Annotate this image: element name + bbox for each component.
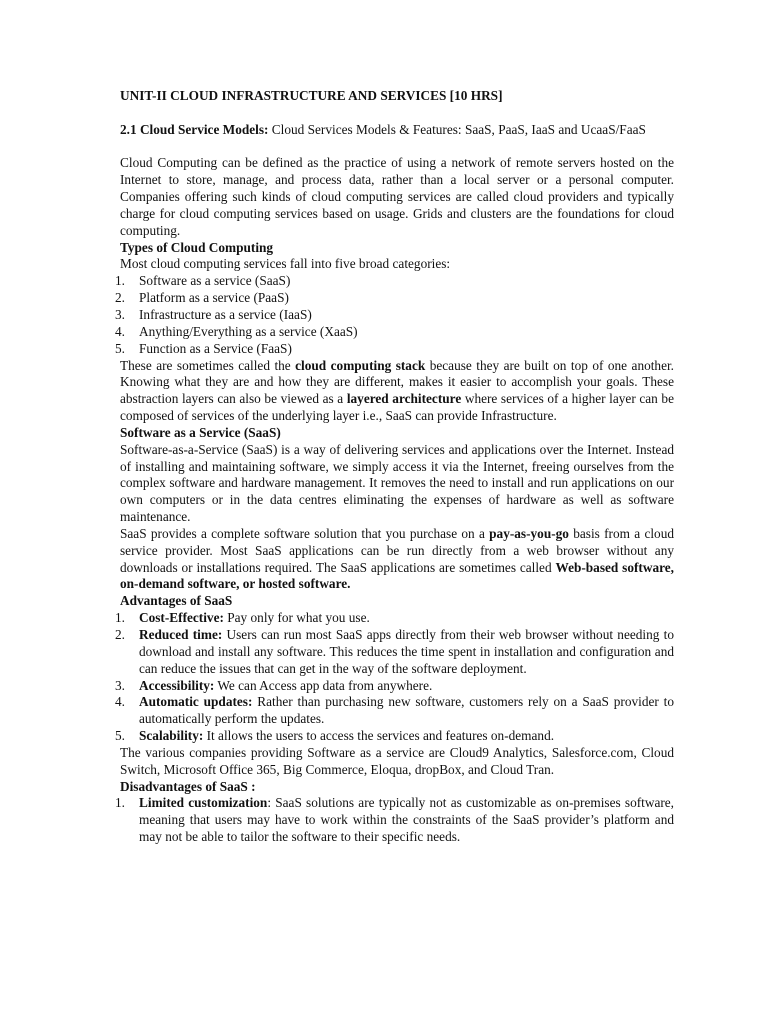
list-number: 1. [115,273,125,289]
list-item-label: Scalability: [139,728,204,744]
list-item-label: Cost-Effective: [139,610,224,626]
saas-heading: Software as a Service (SaaS) [120,424,281,440]
section-2-1-text: Cloud Services Models & Features: SaaS, PaaS, IaaS and UcaaS/FaaS [271,121,646,137]
list-item [115,306,674,324]
list-number: 3. [115,677,125,693]
list-item-text: It allows the users to access the services and features on-demand. [203,728,555,744]
list-number: 2. [115,290,125,306]
list-item [115,694,674,728]
types-list [115,273,674,357]
stack-paragraph [120,358,674,425]
advantages-list [115,610,674,745]
list-item-text: Software as a service (SaaS) [139,273,291,289]
list-item-text: Anything/Everything as a service (XaaS) [139,323,358,339]
types-lead: Most cloud computing services fall into five broad categories: [120,256,451,272]
list-number: 5. [115,728,125,744]
saas-paragraph-1: Software-as-a-Service (SaaS) is a way of delivering services and applications over the Internet. Instead of installing and maintaining software, we simply access it via the Internet, freeing ourselves from the complex software and hardware management. It removes the need to install and run applications on our own computers or in the data centres eliminating the expenses of hardware as well as software maintenance. [120,441,674,525]
list-number: 2. [115,627,125,642]
layered-architecture-term: layered architecture [346,391,462,407]
list-item-label: Accessibility: [139,677,215,693]
list-item-text: Pay only for what you use. [223,610,370,626]
list-item [115,290,674,307]
list-item-text: Function as a Service (FaaS) [139,340,292,356]
list-item [115,340,674,358]
list-item-text: : SaaS solutions are typically not as customizable as on-premises software, meaning that users may have to work within the constraints of the SaaS provider’s platform and may not be able to tailor the software to their specific needs. [139,795,674,845]
cloud-computing-stack-term: cloud computing stack [295,357,426,373]
list-number: 1. [115,795,125,811]
list-item [115,273,674,290]
list-item [115,627,674,678]
list-item [115,795,674,846]
list-item-label: Automatic updates: [139,694,253,710]
types-heading: Types of Cloud Computing [120,239,274,255]
list-item [115,728,674,745]
saas-text-2: basis from a cloud service provider. Most SaaS applications can be run directly from a web browser without any downloads or installations required. The SaaS applications are sometimes called [120,525,674,575]
saas-text-1: SaaS provides a complete software solution that you purchase on a [120,525,490,541]
disadvantages-heading: Disadvantages of SaaS : [120,778,256,794]
list-item-label: Limited customization [139,795,268,811]
list-number: 1. [115,610,125,626]
section-2-1 [120,122,674,139]
list-item [115,677,674,695]
intro-paragraph: Cloud Computing can be defined as the practice of using a network of remote servers hosted on the Internet to store, manage, and process data, rather than a local server or a personal computer. Companies offering such kinds of cloud computing services are called cloud providers and typically charge for cloud computing services based on usage. Grids and clusters are the foundations for cloud computing. [120,155,674,238]
list-item-text: Rather than purchasing new software, customers rely on a SaaS provider to automatically perform the updates. [139,694,674,727]
list-item-text: We can Access app data from anywhere. [214,677,433,693]
companies-paragraph: The various companies providing Software as a service are Cloud9 Analytics, Salesforce.com, Cloud Switch, Microsoft Office 365, Big Commerce, Eloqua, dropBox, and Cloud Tran. [120,744,674,777]
stack-text-2: because they are built on top of one another. Knowing what they are and how they are different, makes it easier to accomplish your goals. These abstraction layers can also be viewed as a [120,357,674,407]
list-item-text: Platform as a service (PaaS) [139,290,289,306]
list-item [115,323,674,341]
disadvantages-list [115,795,674,846]
list-item-text: Infrastructure as a service (IaaS) [139,306,312,322]
saas-paragraph-2 [120,526,674,593]
list-number: 5. [115,340,125,356]
pay-as-you-go-term: pay-as-you-go [489,525,569,541]
list-number: 4. [115,694,125,710]
document-page [115,88,674,846]
list-number: 3. [115,306,125,322]
list-item-label: Reduced time: [139,627,223,642]
list-item [115,610,674,627]
stack-text-1: These are sometimes called the [120,357,296,373]
stack-text-3: where services of a higher layer can be composed of services of the underlying layer i.e., SaaS can provide Infrastructure. [120,391,674,424]
advantages-heading: Advantages of SaaS [120,593,233,609]
list-number: 4. [115,323,125,339]
web-based-software-term: Web-based software, on-demand software, or hosted software. [120,559,674,592]
section-2-1-label: 2.1 Cloud Service Models: [120,121,269,137]
list-item-text: Users can run most SaaS apps directly from their web browser without needing to download and install any software. This reduces the time spent in installation and configuration and can reduce the issues that can get in the way of the software deployment. [139,627,674,676]
unit-title: UNIT-II CLOUD INFRASTRUCTURE AND SERVICES [10 HRS] [120,88,503,103]
